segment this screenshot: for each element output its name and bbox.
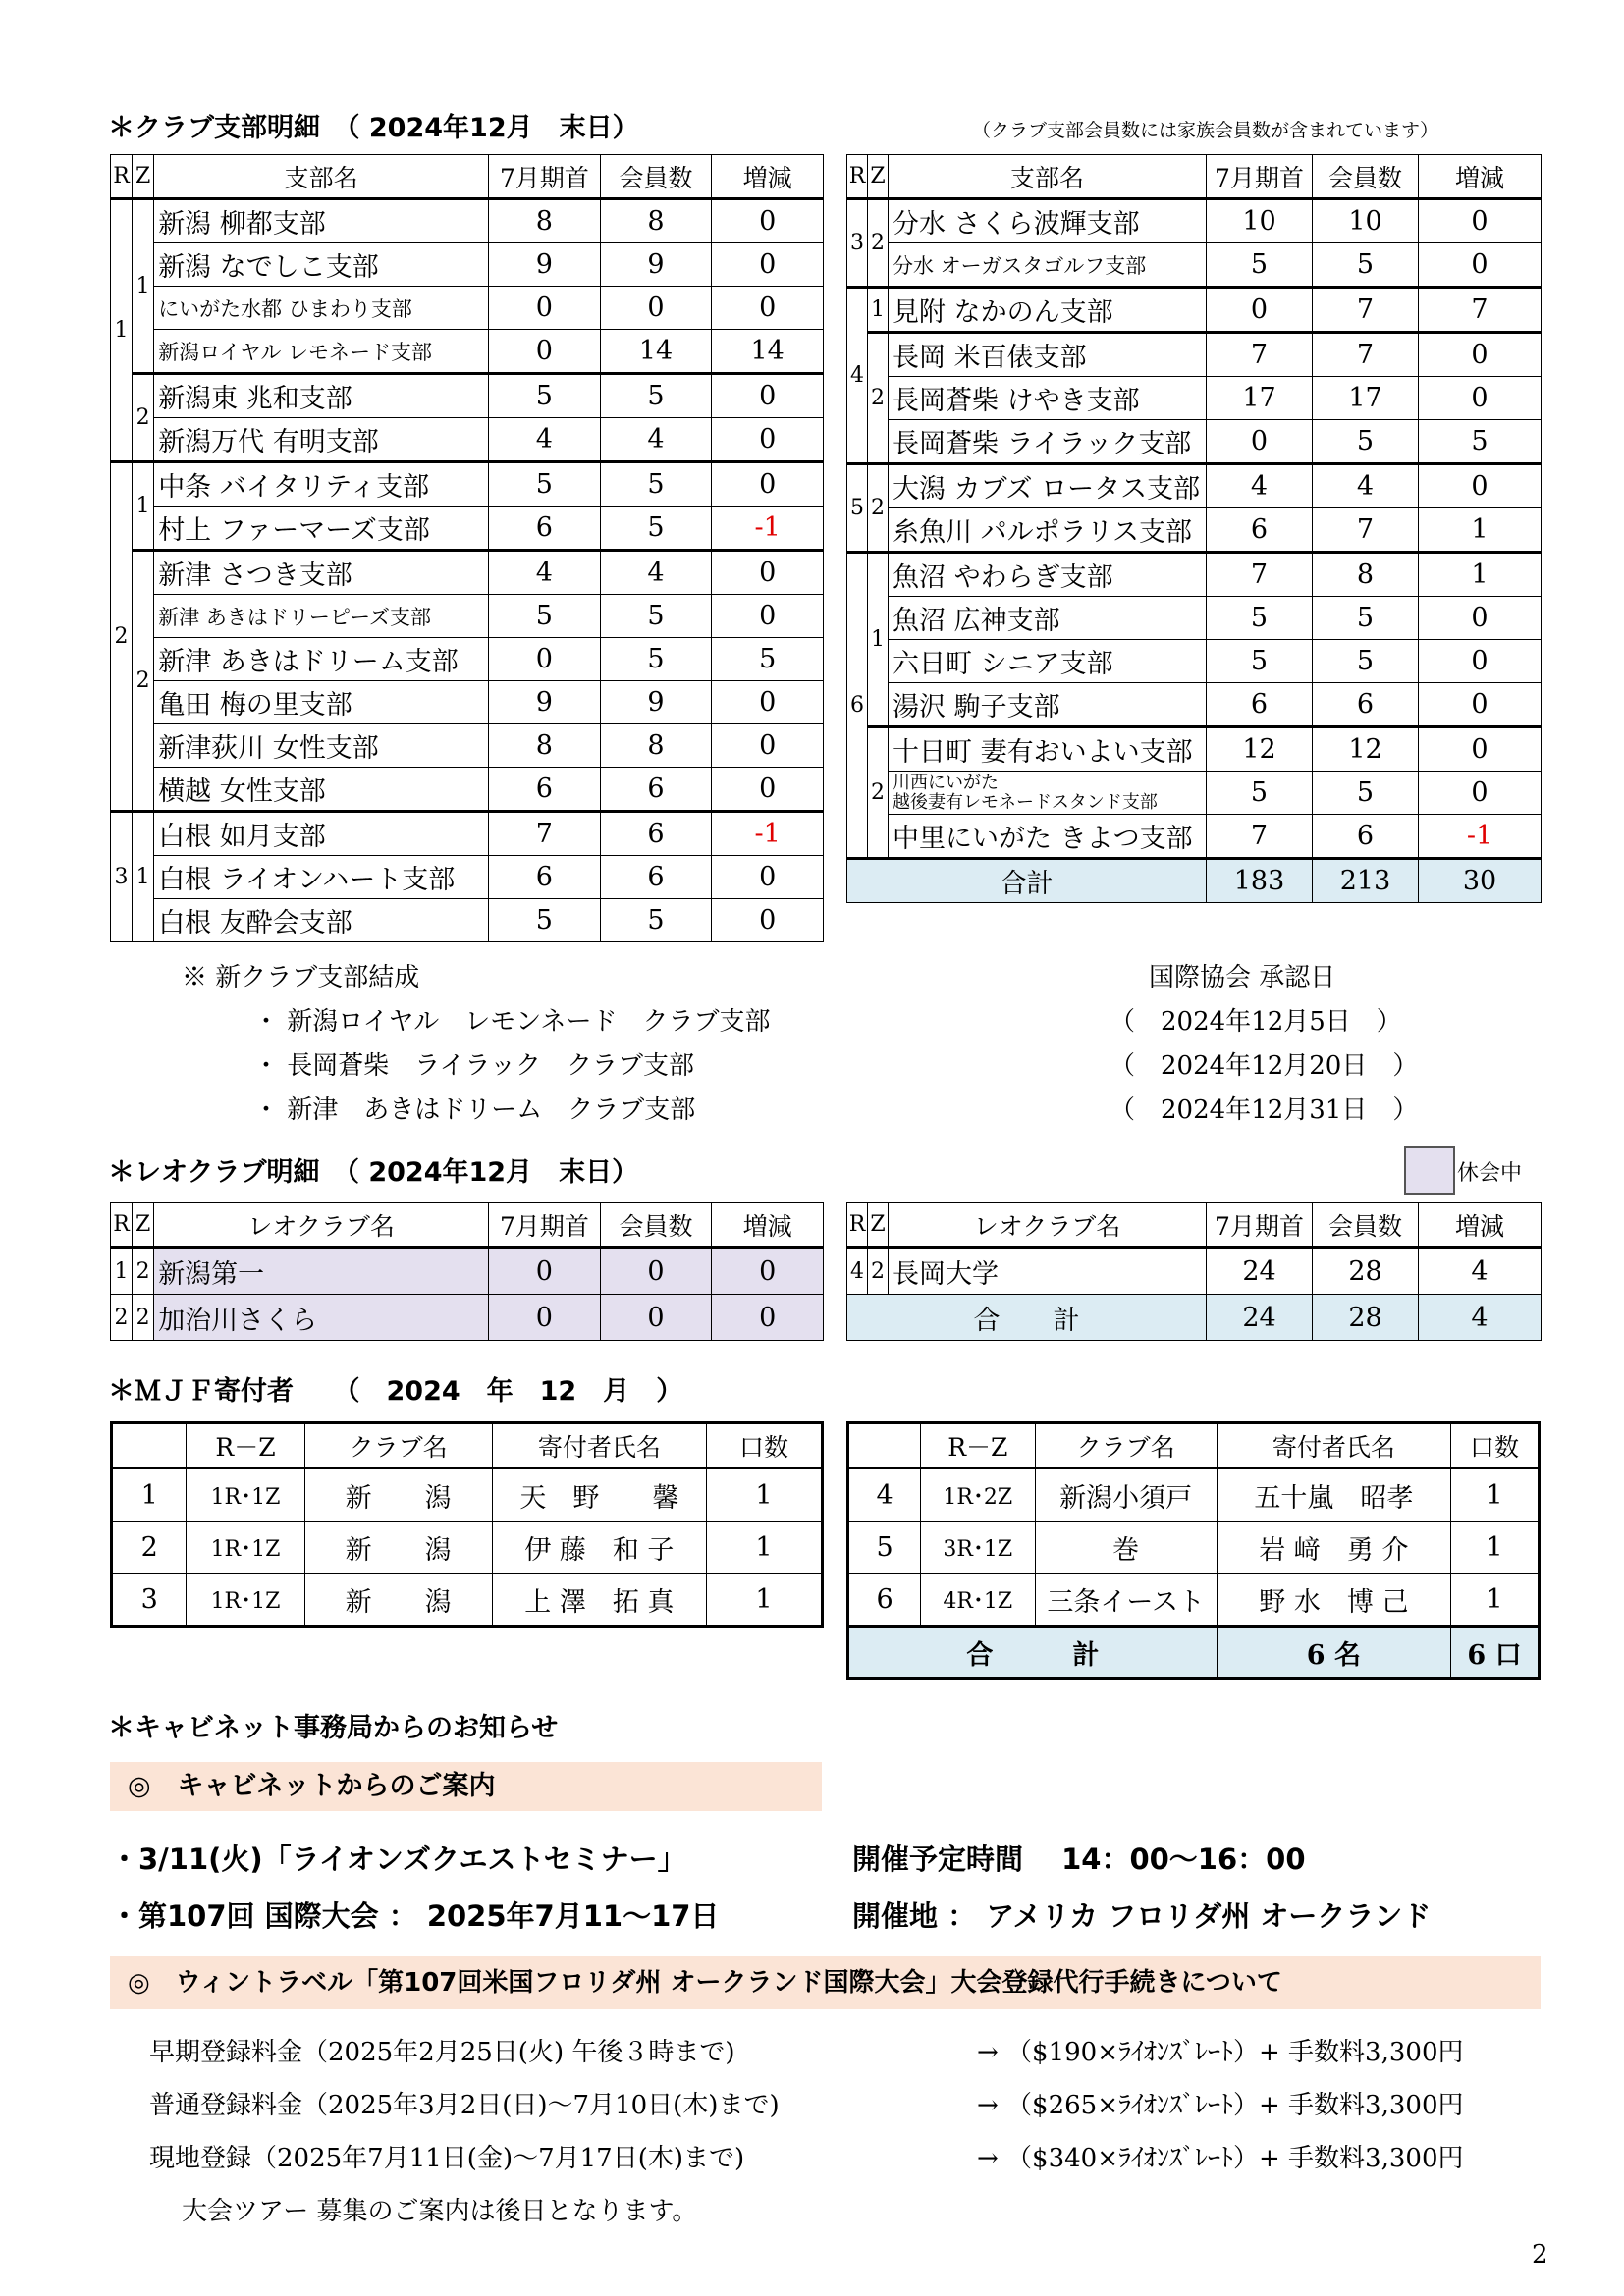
fee-label: 普通登録料金（2025年3月2日(日)～7月10日(木)まで)	[149, 2091, 780, 2120]
header-members: 会員数	[1313, 155, 1419, 199]
header-change: 増減	[712, 155, 824, 199]
member-count: 6	[600, 812, 712, 856]
header-july: 7月期首	[489, 155, 601, 199]
club-section-note: （クラブ支部会員数には家族会員数が含まれています）	[972, 120, 1439, 141]
club-name	[889, 772, 1207, 815]
header-no	[848, 1423, 921, 1468]
zone-cell: 1	[133, 199, 154, 374]
member-count: 5	[600, 899, 712, 942]
header-r: R	[847, 155, 868, 199]
change-count: 0	[712, 1295, 824, 1341]
club-name: 白根 ライオンハート支部	[154, 856, 489, 899]
event-convention: ・第107回 国際大会 ： 2025年7月11～17日	[110, 1899, 720, 1933]
legend-label: 休会中	[1457, 1161, 1523, 1186]
july-count: 0	[489, 287, 601, 330]
header-name: レオクラブ名	[154, 1203, 489, 1248]
july-count: 8	[489, 199, 601, 243]
july-count: 5	[1207, 640, 1313, 683]
zone-cell: 1	[133, 462, 154, 551]
row-number: 1	[112, 1468, 187, 1522]
member-count: 8	[1313, 553, 1419, 597]
july-count: 0	[489, 330, 601, 374]
total-label: 合 計	[848, 1627, 1218, 1679]
july-count: 4	[489, 551, 601, 595]
new-club-item: ・ 新津 あきはドリーム クラブ支部	[253, 1095, 696, 1125]
cabinet-title: ＊キャビネット事務局からのお知らせ	[108, 1713, 559, 1743]
zone-cell: 1	[868, 553, 889, 727]
zone-cell: 2	[868, 333, 889, 464]
club-name: 新潟万代 有明支部	[154, 418, 489, 462]
club-name: 新潟 柳都支部	[154, 199, 489, 243]
july-count: 10	[1207, 199, 1313, 243]
total-change: 30	[1419, 859, 1542, 903]
member-count: 0	[600, 1295, 712, 1341]
change-count: 0	[712, 724, 824, 768]
total-donors: 6 名	[1217, 1627, 1450, 1679]
fee-label: 早期登録料金（2025年2月25日(火) 午後３時まで)	[149, 2038, 735, 2067]
member-count: 5	[600, 595, 712, 638]
club-name: 白根 友酔会支部	[154, 899, 489, 942]
club-name: 魚沼 やわらぎ支部	[889, 553, 1207, 597]
total-units: 6 口	[1450, 1627, 1539, 1679]
total-members: 28	[1313, 1295, 1419, 1341]
header-name: レオクラブ名	[889, 1203, 1207, 1248]
change-count: 0	[1419, 377, 1542, 420]
leo-table-right	[846, 1202, 1542, 1341]
fee-value: → （$265×ﾗｲｵﾝｽﾞﾚｰﾄ）+ 手数料3,300円	[977, 2091, 1464, 2120]
change-count: 0	[712, 1248, 824, 1295]
july-count: 6	[489, 768, 601, 812]
total-label: 合 計	[847, 1295, 1207, 1341]
july-count: 4	[489, 418, 601, 462]
header-units: 口数	[1450, 1423, 1539, 1468]
member-count: 0	[600, 287, 712, 330]
change-count: 0	[1419, 640, 1542, 683]
july-count: 9	[489, 243, 601, 287]
header-members: 会員数	[600, 1203, 712, 1248]
new-club-date: （ 2024年12月20日 ）	[1110, 1051, 1419, 1081]
region-zone: 4R･1Z	[921, 1574, 1035, 1627]
zone-cell: 1	[133, 812, 154, 942]
july-count: 6	[489, 507, 601, 551]
july-count: 5	[489, 595, 601, 638]
club-name: 長岡蒼柴 けやき支部	[889, 377, 1207, 420]
total-change: 4	[1419, 1295, 1542, 1341]
change-count: 0	[1419, 597, 1542, 640]
fee-label: 現地登録（2025年7月11日(金)～7月17日(木)まで)	[149, 2144, 745, 2173]
donor-name: 野 水 博 己	[1217, 1574, 1450, 1627]
change-count: 0	[712, 374, 824, 418]
club-name: 湯沢 駒子支部	[889, 683, 1207, 727]
club-name: 糸魚川 パルポラリス支部	[889, 508, 1207, 553]
club-name: 新津 さつき支部	[154, 551, 489, 595]
change-count: 7	[1419, 288, 1542, 333]
july-count: 5	[1207, 597, 1313, 640]
leo-table-left	[110, 1202, 824, 1341]
member-count: 5	[600, 638, 712, 681]
change-count: 0	[1419, 333, 1542, 377]
mjf-table-right	[846, 1421, 1541, 1680]
july-count: 0	[489, 1248, 601, 1295]
member-count: 12	[1313, 727, 1419, 772]
member-count: 6	[1313, 815, 1419, 859]
change-count: 0	[1419, 683, 1542, 727]
change-count: 0	[1419, 243, 1542, 288]
region-cell: 3	[847, 199, 868, 288]
change-count: 5	[1419, 420, 1542, 464]
header-no	[112, 1423, 187, 1468]
header-name: 支部名	[154, 155, 489, 199]
club-name: 新潟 なでしこ支部	[154, 243, 489, 287]
region-cell: 1	[111, 199, 133, 462]
change-count: 0	[712, 595, 824, 638]
july-count: 6	[489, 856, 601, 899]
member-count: 4	[600, 418, 712, 462]
club-name: 白根 如月支部	[154, 812, 489, 856]
july-count: 7	[1207, 333, 1313, 377]
member-count: 0	[600, 1248, 712, 1295]
change-count: -1	[1419, 815, 1542, 859]
change-count: 4	[1419, 1248, 1542, 1295]
club-name: 亀田 梅の里支部	[154, 681, 489, 724]
july-count: 0	[1207, 288, 1313, 333]
region-cell: 4	[847, 288, 868, 464]
july-count: 0	[1207, 420, 1313, 464]
member-count: 4	[1313, 464, 1419, 508]
donor-name: 岩 﨑 勇 介	[1217, 1522, 1450, 1574]
club-name: 見附 なかのん支部	[889, 288, 1207, 333]
july-count: 0	[489, 1295, 601, 1341]
member-count: 7	[1313, 288, 1419, 333]
club-section-title: ＊クラブ支部明細 （ 2024年12月 末日）	[108, 113, 639, 143]
legend-swatch	[1404, 1146, 1455, 1195]
change-count: 0	[712, 418, 824, 462]
member-count: 8	[600, 724, 712, 768]
header-z: Z	[133, 155, 154, 199]
zone-cell: 2	[133, 1248, 154, 1295]
new-club-item: ・ 長岡蒼柴 ライラック クラブ支部	[253, 1051, 694, 1081]
new-club-item: ・ 新潟ロイヤル レモンネード クラブ支部	[253, 1007, 771, 1037]
club-name: 新 潟	[304, 1468, 492, 1522]
member-count: 8	[600, 199, 712, 243]
units: 1	[1450, 1468, 1539, 1522]
club-name: 新津 あきはドリーピーズ支部	[154, 595, 489, 638]
member-count: 5	[1313, 597, 1419, 640]
july-count: 9	[489, 681, 601, 724]
member-count: 6	[600, 856, 712, 899]
change-count: 0	[712, 243, 824, 287]
header-july: 7月期首	[489, 1203, 601, 1248]
change-count: -1	[712, 812, 824, 856]
row-number: 4	[848, 1468, 921, 1522]
leo-club-name: 長岡大学	[889, 1248, 1207, 1295]
club-name: 中条 バイタリティ支部	[154, 462, 489, 507]
units: 1	[707, 1468, 823, 1522]
club-name: 新潟東 兆和支部	[154, 374, 489, 418]
club-name: 横越 女性支部	[154, 768, 489, 812]
zone-cell: 2	[868, 1248, 889, 1295]
july-count: 6	[1207, 683, 1313, 727]
new-clubs-date-heading: 国際協会 承認日	[1149, 963, 1336, 992]
leo-section-title: ＊レオクラブ明細 （ 2024年12月 末日）	[108, 1157, 639, 1188]
club-name: 長岡蒼柴 ライラック支部	[889, 420, 1207, 464]
member-count: 5	[600, 507, 712, 551]
club-name: 大潟 カブズ ロータス支部	[889, 464, 1207, 508]
member-count: 4	[600, 551, 712, 595]
total-members: 213	[1313, 859, 1419, 903]
header-z: Z	[133, 1203, 154, 1248]
change-count: 1	[1419, 508, 1542, 553]
units: 1	[1450, 1574, 1539, 1627]
member-count: 6	[600, 768, 712, 812]
header-rz: R－Z	[921, 1423, 1035, 1468]
club-name: 新津荻川 女性支部	[154, 724, 489, 768]
event-seminar: ・3/11(火)「ライオンズクエストセミナー」	[110, 1842, 686, 1876]
zone-cell: 2	[133, 374, 154, 462]
region-cell: 4	[847, 1248, 868, 1295]
club-name: 三条イースト	[1035, 1574, 1217, 1627]
member-count: 7	[1313, 508, 1419, 553]
july-count: 8	[489, 724, 601, 768]
units: 1	[707, 1522, 823, 1574]
club-name: 村上 ファーマーズ支部	[154, 507, 489, 551]
change-count: 0	[1419, 464, 1542, 508]
club-table-right	[846, 154, 1542, 903]
new-club-date: （ 2024年12月5日 ）	[1110, 1007, 1402, 1037]
change-count: 0	[712, 856, 824, 899]
club-name: 中里にいがた きよつ支部	[889, 815, 1207, 859]
donor-name: 伊 藤 和 子	[492, 1522, 706, 1574]
donor-name: 天 野 馨	[492, 1468, 706, 1522]
region-cell: 2	[111, 462, 133, 812]
donor-name: 五十嵐 昭孝	[1217, 1468, 1450, 1522]
member-count: 5	[1313, 640, 1419, 683]
change-count: 1	[1419, 553, 1542, 597]
region-cell: 6	[847, 553, 868, 859]
row-number: 2	[112, 1522, 187, 1574]
member-count: 9	[600, 243, 712, 287]
change-count: 5	[712, 638, 824, 681]
zone-cell: 2	[868, 727, 889, 859]
total-july: 183	[1207, 859, 1313, 903]
region-cell: 2	[111, 1295, 133, 1341]
club-name: 十日町 妻有おいよい支部	[889, 727, 1207, 772]
zone-cell: 1	[868, 288, 889, 333]
change-count: 0	[712, 899, 824, 942]
july-count: 6	[1207, 508, 1313, 553]
july-count: 7	[489, 812, 601, 856]
july-count: 5	[489, 899, 601, 942]
mjf-section-title: ＊ＭＪＦ寄付者 （ 2024 年 12 月 ）	[108, 1376, 683, 1407]
zone-cell: 2	[868, 199, 889, 288]
event-convention-venue: 開催地 ： アメリカ フロリダ州 オークランド	[852, 1899, 1432, 1933]
donor-name: 上 澤 拓 真	[492, 1574, 706, 1627]
club-name: 新 潟	[304, 1522, 492, 1574]
region-cell: 5	[847, 464, 868, 553]
header-change: 増減	[712, 1203, 824, 1248]
page-number: 2	[1532, 2240, 1548, 2269]
region-zone: 1R･1Z	[187, 1574, 304, 1627]
zone-cell: 2	[868, 464, 889, 553]
club-name: 分水 オーガスタゴルフ支部	[889, 243, 1207, 288]
july-count: 17	[1207, 377, 1313, 420]
header-r: R	[111, 1203, 133, 1248]
july-count: 7	[1207, 815, 1313, 859]
member-count: 17	[1313, 377, 1419, 420]
fee-value: → （$190×ﾗｲｵﾝｽﾞﾚｰﾄ）+ 手数料3,300円	[977, 2038, 1464, 2067]
member-count: 28	[1313, 1248, 1419, 1295]
july-count: 5	[1207, 772, 1313, 815]
units: 1	[1450, 1522, 1539, 1574]
change-count: 0	[712, 462, 824, 507]
club-name-line2: 越後妻有レモネードスタンド支部	[893, 791, 1158, 813]
july-count: 5	[489, 462, 601, 507]
header-r: R	[847, 1203, 868, 1248]
change-count: 14	[712, 330, 824, 374]
member-count: 10	[1313, 199, 1419, 243]
change-count: 0	[1419, 199, 1542, 243]
member-count: 5	[1313, 243, 1419, 288]
member-count: 5	[1313, 772, 1419, 815]
units: 1	[707, 1574, 823, 1627]
change-count: 0	[712, 681, 824, 724]
zone-cell: 2	[133, 551, 154, 812]
header-members: 会員数	[600, 155, 712, 199]
july-count: 5	[489, 374, 601, 418]
event-seminar-time: 開催予定時間 14：00～16：00	[852, 1842, 1306, 1876]
member-count: 6	[1313, 683, 1419, 727]
header-club: クラブ名	[1035, 1423, 1217, 1468]
leo-club-name: 新潟第一	[154, 1248, 489, 1295]
club-table-left	[110, 154, 824, 942]
new-clubs-heading: ※ 新クラブ支部結成	[182, 963, 420, 992]
club-name: 巻	[1035, 1522, 1217, 1574]
row-number: 3	[112, 1574, 187, 1627]
header-july: 7月期首	[1207, 1203, 1313, 1248]
region-zone: 1R･2Z	[921, 1468, 1035, 1522]
new-club-date: （ 2024年12月31日 ）	[1110, 1095, 1419, 1125]
change-count: 0	[712, 768, 824, 812]
header-name: 支部名	[889, 155, 1207, 199]
club-name: 長岡 米百俵支部	[889, 333, 1207, 377]
club-name: 新潟ロイヤル レモネード支部	[154, 330, 489, 374]
member-count: 14	[600, 330, 712, 374]
header-change: 増減	[1419, 155, 1542, 199]
total-july: 24	[1207, 1295, 1313, 1341]
member-count: 9	[600, 681, 712, 724]
club-name: 新 潟	[304, 1574, 492, 1627]
member-count: 5	[600, 462, 712, 507]
club-name: 分水 さくら波輝支部	[889, 199, 1207, 243]
row-number: 6	[848, 1574, 921, 1627]
mjf-table-left	[110, 1421, 824, 1628]
club-name: 新潟小須戸	[1035, 1468, 1217, 1522]
row-number: 5	[848, 1522, 921, 1574]
change-count: 0	[712, 551, 824, 595]
tour-note: 大会ツアー 募集のご案内は後日となります。	[182, 2197, 698, 2226]
region-zone: 1R･1Z	[187, 1468, 304, 1522]
header-july: 7月期首	[1207, 155, 1313, 199]
cabinet-guidance-band: ◎ キャビネットからのご案内	[110, 1762, 822, 1811]
member-count: 5	[1313, 420, 1419, 464]
header-units: 口数	[707, 1423, 823, 1468]
change-count: 0	[712, 199, 824, 243]
header-donor: 寄付者氏名	[1217, 1423, 1450, 1468]
fee-value: → （$340×ﾗｲｵﾝｽﾞﾚｰﾄ）+ 手数料3,300円	[977, 2144, 1464, 2173]
july-count: 5	[1207, 243, 1313, 288]
club-name: 魚沼 広神支部	[889, 597, 1207, 640]
change-count: 0	[1419, 772, 1542, 815]
header-club: クラブ名	[304, 1423, 492, 1468]
region-cell: 3	[111, 812, 133, 942]
change-count: 0	[1419, 727, 1542, 772]
region-cell: 1	[111, 1248, 133, 1295]
club-name: 新津 あきはドリーム支部	[154, 638, 489, 681]
change-count: -1	[712, 507, 824, 551]
member-count: 7	[1313, 333, 1419, 377]
july-count: 4	[1207, 464, 1313, 508]
header-rz: R－Z	[187, 1423, 304, 1468]
total-label: 合計	[847, 859, 1207, 903]
leo-club-name: 加治川さくら	[154, 1295, 489, 1341]
header-donor: 寄付者氏名	[492, 1423, 706, 1468]
header-r: R	[111, 155, 133, 199]
zone-cell: 2	[133, 1295, 154, 1341]
region-zone: 1R･1Z	[187, 1522, 304, 1574]
member-count: 5	[600, 374, 712, 418]
header-z: Z	[868, 155, 889, 199]
club-name: 六日町 シニア支部	[889, 640, 1207, 683]
club-name: にいがた水都 ひまわり支部	[154, 287, 489, 330]
july-count: 12	[1207, 727, 1313, 772]
club-name-line1: 川西にいがた	[893, 772, 999, 793]
july-count: 24	[1207, 1248, 1313, 1295]
july-count: 7	[1207, 553, 1313, 597]
header-change: 増減	[1419, 1203, 1542, 1248]
travel-band: ◎ ウィントラベル「第107回米国フロリダ州 オークランド国際大会」大会登録代行手続きについて	[110, 1956, 1541, 2009]
region-zone: 3R･1Z	[921, 1522, 1035, 1574]
header-z: Z	[868, 1203, 889, 1248]
change-count: 0	[712, 287, 824, 330]
header-members: 会員数	[1313, 1203, 1419, 1248]
july-count: 0	[489, 638, 601, 681]
